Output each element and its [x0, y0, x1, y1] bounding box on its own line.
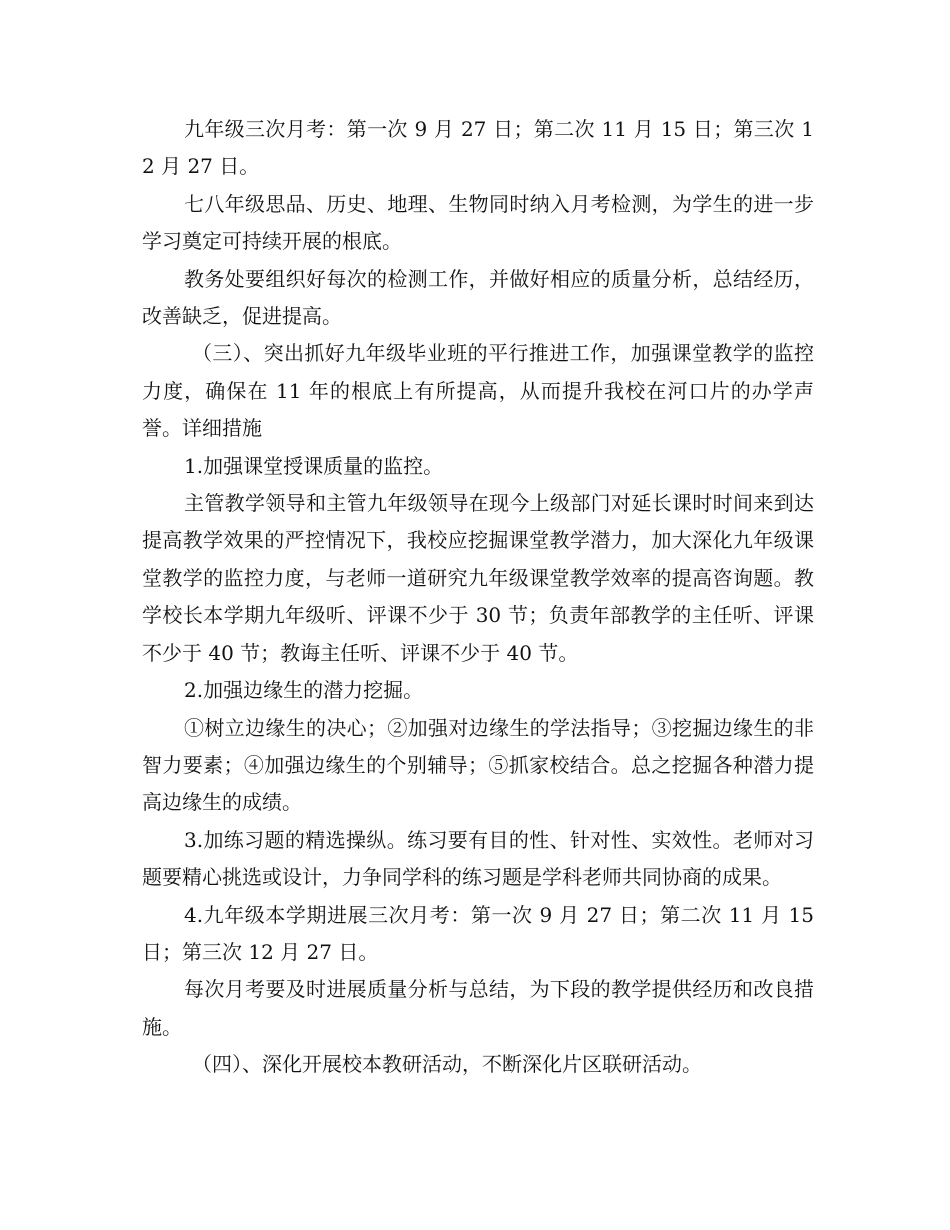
list-item-4: 4.九年级本学期进展三次月考：第一次 9 月 27 日；第二次 11 月 15 日；第三次 12 月 27 日。	[142, 902, 814, 964]
list-item-1: 1.加强课堂授课质量的监控。	[184, 453, 444, 478]
paragraph-monthly-exams-grade9: 九年级三次月考：第一次 9 月 27 日；第二次 11 月 15 日；第三次 12 月 27 日。	[142, 117, 814, 179]
paragraph-leadership-monitoring: 主管教学领导和主管九年级领导在现今上级部门对延长课时时间来到达提高教学效果的严控情况下，我校应挖掘课堂教学潜力，加大深化九年级课堂教学的监控力度，与老师一道研究九年级课堂教学效率的提高咨询题。教学校长本学期九年级听、评课不少于 30 节；负责年部教学的主任听、评课不少于 40 节；教诲主任听、评课不少于 40 节。	[142, 491, 814, 665]
list-item-2: 2.加强边缘生的潜力挖掘。	[184, 678, 424, 703]
paragraph-academic-office-duties: 教务处要组织好每次的检测工作，并做好相应的质量分析，总结经历，改善缺乏，促进提高。	[142, 266, 814, 329]
document-body	[142, 111, 814, 1084]
paragraph-marginal-students: ①树立边缘生的决心；②加强对边缘生的学法指导；③挖掘边缘生的非智力要素；④加强边缘生的个别辅导；⑤抓家校结合。总之挖掘各种潜力提高边缘生的成绩。	[142, 715, 814, 815]
section-heading-three: （三）、突出抓好九年级毕业班的平行推进工作，加强课堂教学的监控力度，确保在 11 年的根底上有所提高，从而提升我校在河口片的办学声誉。详细措施	[142, 341, 814, 441]
section-heading-four: （四）、深化开展校本教研活动，不断深化片区联研活动。	[192, 1052, 702, 1077]
list-item-3: 3.加练习题的精选操纵。练习要有目的性、针对性、实效性。老师对习题要精心挑选或设计，力争同学科的练习题是学科老师共同协商的成果。	[142, 827, 814, 890]
paragraph-grade78-subjects: 七八年级思品、历史、地理、生物同时纳入月考检测，为学生的进一步学习奠定可持续开展的根底。	[142, 191, 814, 254]
paragraph-exam-analysis: 每次月考要及时进展质量分析与总结，为下段的教学提供经历和改良措施。	[142, 977, 814, 1039]
